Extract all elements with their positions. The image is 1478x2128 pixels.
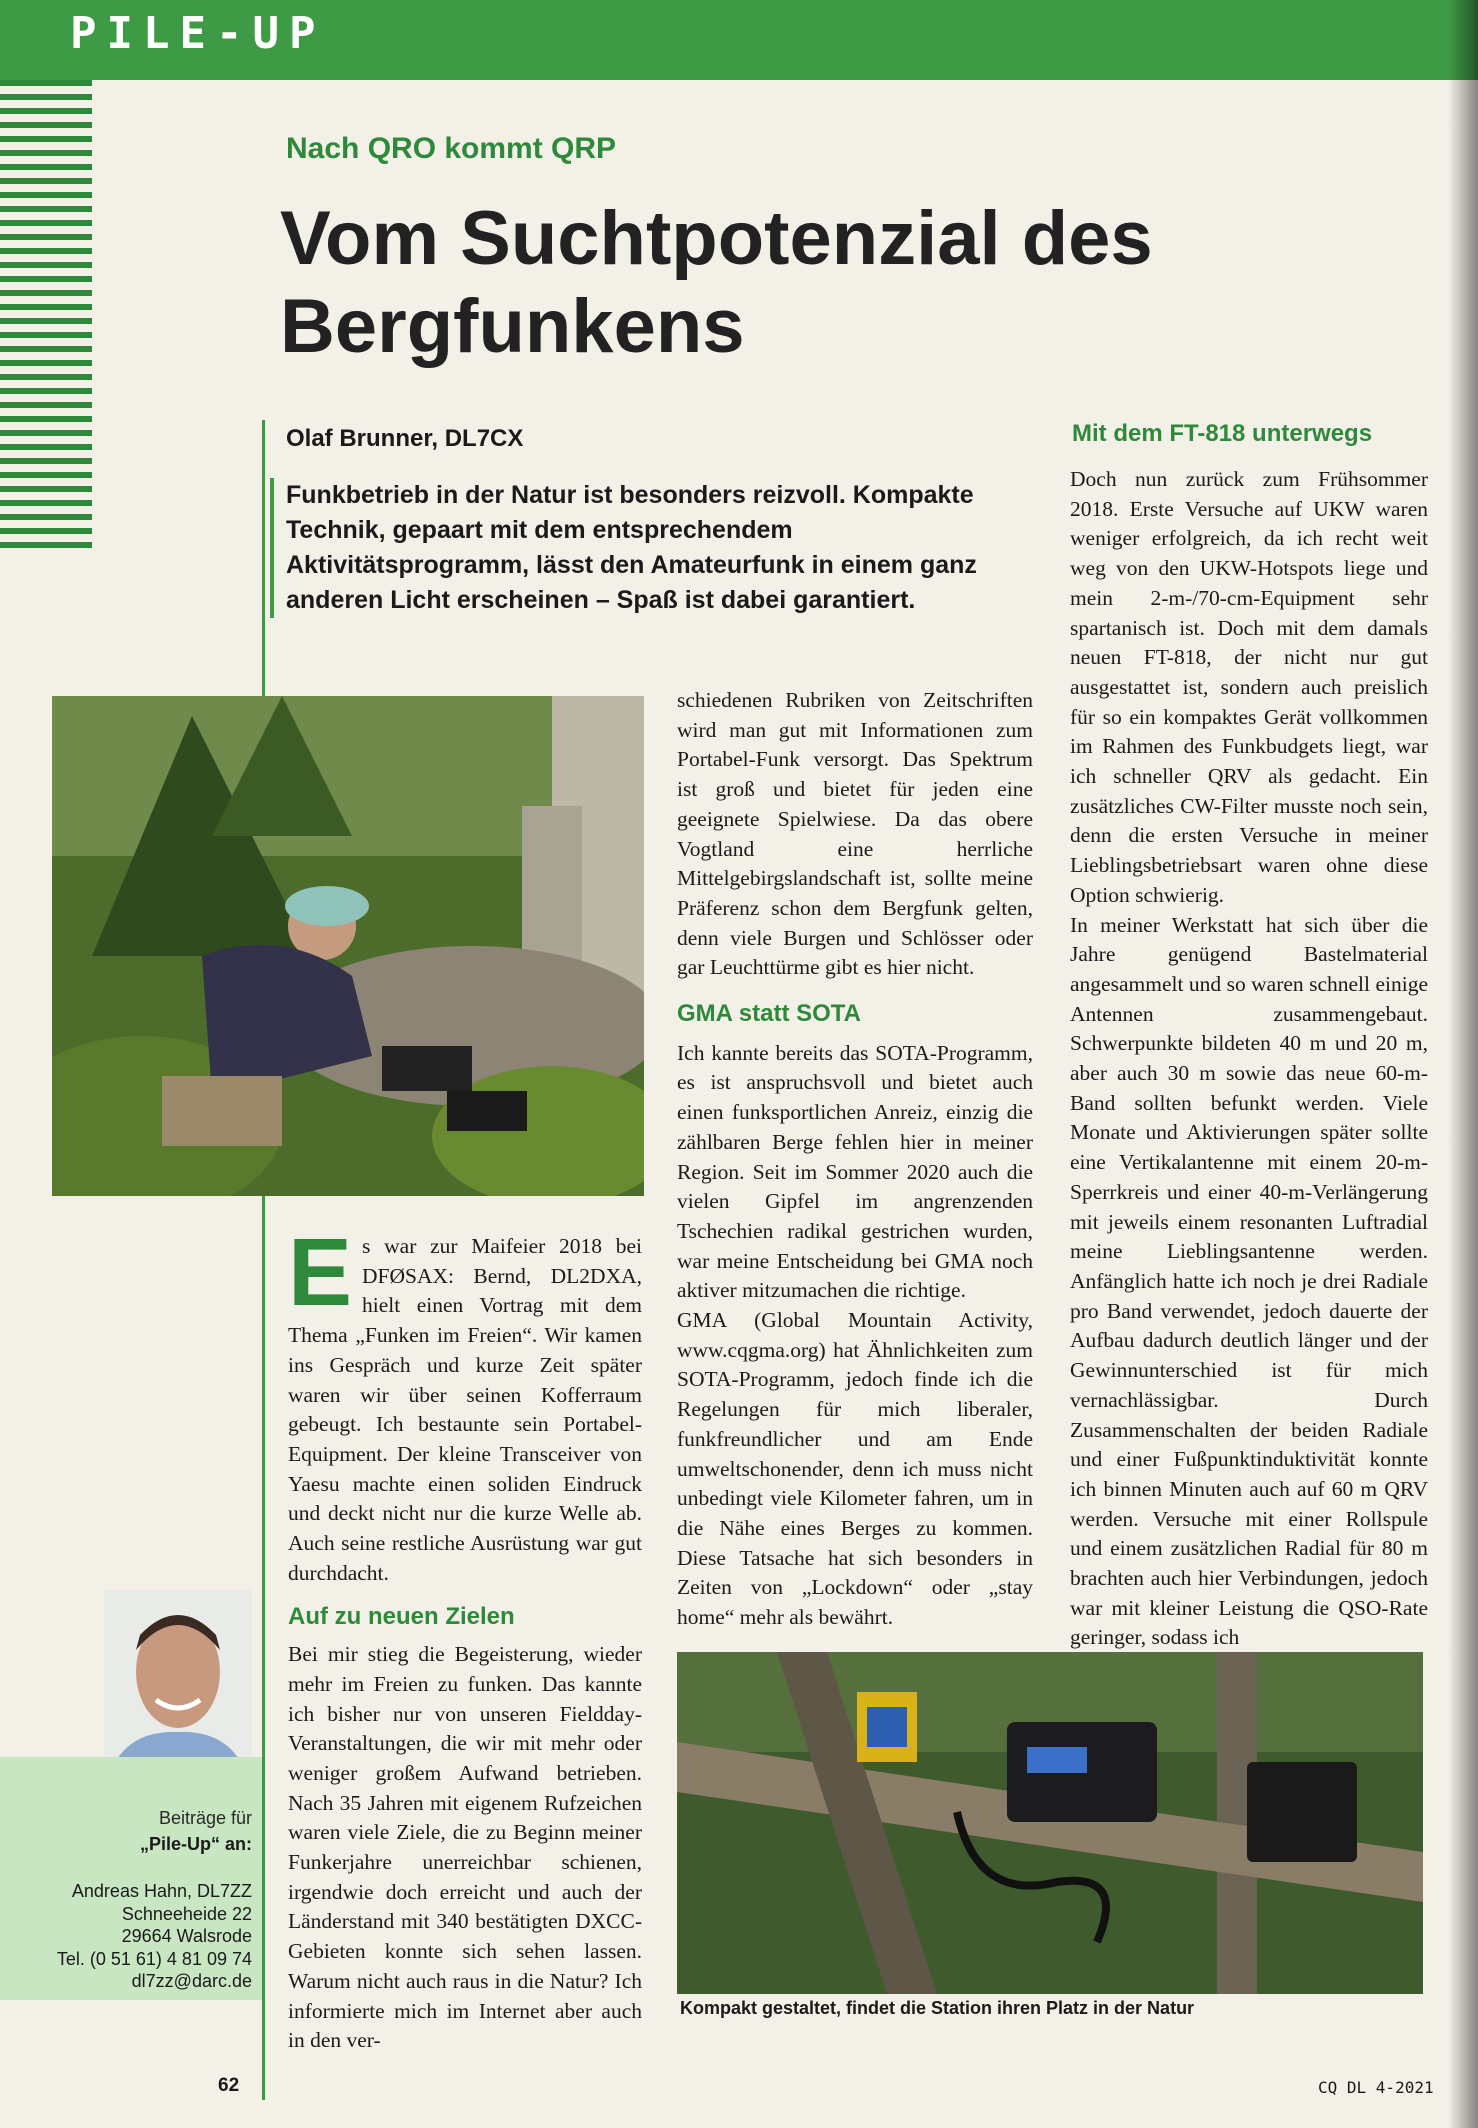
goals-text: Bei mir stieg die Begeisterung, wieder mehr im Freien zu funken. Das kannte ich bisher nur von unseren Fieldday-Veranstaltungen, die wir mit mehr oder weniger großem Aufwand betrieben. Nach 35 Jahren mit eigenem Rufzeichen waren viele Ziele, die zu Beginn meiner Funkerjahre unerreichbar schienen, irgendwie doch erreicht und auch der Länderstand mit 340 bestätigten DXCC-Gebieten konnte sich sehen lassen. Warum nicht auch raus in die Natur? Ich informierte mich im Internet aber auch in den ver- <box>288 1642 642 2053</box>
column-3 <box>1070 465 1428 1653</box>
contact-address <box>20 1880 252 1993</box>
contact-name: Andreas Hahn, DL7ZZ <box>71 1881 252 1901</box>
issue-label: CQ DL 4-2021 <box>1318 2078 1434 2097</box>
drop-cap: E <box>288 1219 353 1326</box>
contact-street: Schneeheide 22 <box>121 1903 252 1924</box>
page-shadow <box>1448 0 1478 2128</box>
contact-email[interactable]: dl7zz@darc.de <box>131 1971 252 1991</box>
column-1 <box>288 1219 642 2056</box>
contact-label-line1: Beiträge für <box>158 1808 252 1828</box>
lead-rule <box>270 478 274 618</box>
subheading-goals: Auf zu neuen Zielen <box>288 1603 515 1631</box>
gma-text-2: GMA (Global Mountain Activity, www.cqgma.org) hat Ähnlichkeiten zum SOTA-Programm, jedoch finde ich die Regelungen für mich liberaler, funkfreundlicher und am Ende umweltschonender, denn ich muss nicht unbedingt viele Kilometer fahren, um in die Nähe eines Berges zu kommen. Diese Tatsache hat sich besonders in Zeiten von „Lockdown“ oder „stay home“ mehr als bewährt. <box>677 1308 1033 1630</box>
contact-phone: Tel. (0 51 61) 4 81 09 74 <box>56 1948 252 1969</box>
article-kicker: Nach QRO kommt QRP <box>286 132 617 165</box>
subheading-ft818: Mit dem FT-818 unterwegs <box>1072 420 1373 447</box>
contact-label-line2: „Pile-Up“ an: <box>139 1834 252 1854</box>
photo-caption: Kompakt gestaltet, findet die Station ihren Platz in der Natur <box>680 1998 1195 2018</box>
subheading-gma: GMA statt SOTA <box>677 1000 861 1028</box>
intro-paragraph <box>288 1219 642 1588</box>
author-portrait <box>104 1590 252 1778</box>
photo-radio-station <box>677 1652 1423 1994</box>
ft818-text-2: In meiner Werkstatt hat sich über die Jahre genügend Bastelmaterial angesammelt und so waren schnell einige Antennen zusammengebaut. Schwerpunkte bildeten 40 m und 20 m, aber auch 30 m sowie das neue 60-m-Band sollten befunkt werden. Viele Monate und Aktivierungen später sollte eine Vertikalantenne mit einem 20-m-Sperrkreis und einer 40-m-Verlängerung mit jeweils einem resonanten Luftradial meine Lieblingsantenne werden. Anfänglich hatte ich noch je drei Radiale pro Band verwendet, jedoch dauerte der Aufbau dadurch deutlich länger und der Gewinnunterschied ist für mich vernachlässigbar. Durch Zusammenschalten der beiden Radiale und einer Fußpunktinduktivität konnte ich binnen Minuten auch auf 60 m QRV werden. Versuche mit einer Rollspule und einem zusätzlichen Radial für 80 m brachten auch hier Verbindungen, jedoch war mit kleiner Leistung die QSO-Rate geringer, sodass ich <box>1070 912 1428 1650</box>
ft818-text-1: Doch nun zurück zum Frühsommer 2018. Erste Versuche auf UKW waren weniger erfolgreich, da ich recht weit weg von den UKW-Hotspots liege und mein 2-m-/70-cm-Equipment sehr spartanisch ist. Doch mit dem damals neuen FT-818, der nicht nur gut ausgestattet ist, sondern auch preislich für so ein kompaktes Gerät vollkommen im Rahmen des Funkbudgets liegt, war ich schneller QRV als gedacht. Ein zusätzliches CW-Filter musste noch sein, denn die ersten Versuche in meiner Lieblingsbetriebsart waren ohne diese Option schwierig. <box>1070 467 1428 907</box>
photo-operator-in-forest <box>52 696 644 1196</box>
article-title: Vom Suchtpotenzial des Bergfunkens <box>280 196 1153 369</box>
section-tag: PILE-UP <box>70 8 326 59</box>
gma-text-1: Ich kannte bereits das SOTA-Programm, es ist anspruchsvoll und bietet auch einen funksportlichen Anreiz, einzig die zählbaren Berge fehlen hier in meiner Region. Seit im Sommer 2020 auch die vielen Gipfel im angrenzenden Tschechien radikal gestrichen wurden, war meine Entscheidung bei GMA noch aktiver mitzumachen die richtige. <box>677 1040 1033 1303</box>
column-2 <box>677 686 1033 1633</box>
page-number: 62 <box>218 2075 240 2096</box>
article-author: Olaf Brunner, DL7CX <box>286 425 524 452</box>
contact-label <box>20 1805 252 1857</box>
col2-text: schiedenen Rubriken von Zeitschriften wird man gut mit Informationen zum Portabel-Funk versorgt. Das Spektrum ist groß und bietet für jeden eine geeignete Spielwiese. Da das obere Vogtland eine herrliche Mittelgebirgslandschaft ist, sollte meine Präferenz schon dem Bergfunk gelten, denn viele Burgen und Schlösser oder gar Leuchttürme gibt es hier nicht. <box>677 688 1033 980</box>
intro-text: s war zur Maifeier 2018 bei DFØSAX: Bernd, DL2DXA, hielt einen Vortrag mit dem Thema „Funken im Freien“. Wir kamen ins Gespräch und kurze Zeit später waren wir über seinen Kofferraum gebeugt. Ich bestaunte sein Portabel-Equipment. Der kleine Transceiver von Yaesu machte einen soliden Eindruck und deckt nicht nur die kurze Welle ab. Auch seine restliche Ausrüstung war gut durchdacht. <box>288 1234 642 1585</box>
contact-city: 29664 Walsrode <box>121 1926 252 1946</box>
article-lead: Funkbetrieb in der Natur ist besonders reizvoll. Kompakte Technik, gepaart mit dem entsprechendem Aktivitätsprogramm, lässt den Amateurfunk in einem ganz anderen Licht erscheinen – Spaß ist dabei garantiert. <box>286 481 977 614</box>
decorative-stripes <box>0 80 92 550</box>
column-rule <box>262 420 265 2100</box>
